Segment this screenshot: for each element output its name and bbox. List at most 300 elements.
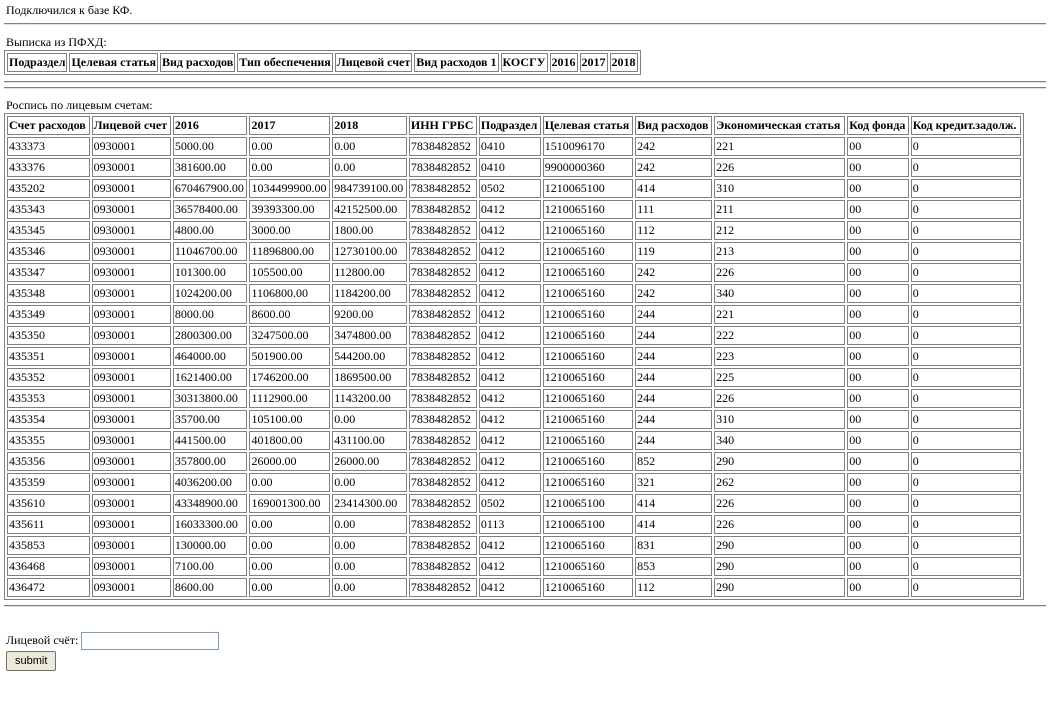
table-cell: 112800.00	[332, 263, 407, 282]
extract-column-header: Целевая статья	[69, 53, 157, 72]
table-cell: 221	[714, 305, 845, 324]
table-cell: 1210065160	[543, 200, 633, 219]
table-cell: 414	[635, 515, 712, 534]
table-cell: 0.00	[332, 536, 407, 555]
table-cell: 1210065160	[543, 389, 633, 408]
table-cell: 0412	[479, 347, 541, 366]
table-cell: 242	[635, 263, 712, 282]
table-cell: 984739100.00	[332, 179, 407, 198]
table-cell: 7838482852	[409, 263, 477, 282]
table-cell: 00	[847, 494, 908, 513]
table-cell: 169001300.00	[249, 494, 330, 513]
table-row	[7, 158, 1021, 177]
table-cell: 433376	[7, 158, 90, 177]
table-cell: 0	[911, 557, 1021, 576]
table-cell: 1024200.00	[173, 284, 248, 303]
table-cell: 1210065160	[543, 368, 633, 387]
table-row	[7, 578, 1021, 597]
table-cell: 0930001	[92, 242, 171, 261]
table-cell: 244	[635, 389, 712, 408]
table-row	[7, 494, 1021, 513]
table-cell: 7838482852	[409, 305, 477, 324]
table-cell: 0	[911, 221, 1021, 240]
table-cell: 0930001	[92, 515, 171, 534]
extract-column-header: Подраздел	[7, 53, 67, 72]
table-cell: 7838482852	[409, 368, 477, 387]
table-cell: 0	[911, 431, 1021, 450]
table-cell: 7838482852	[409, 137, 477, 156]
account-label: Лицевой счёт:	[6, 633, 79, 647]
table-cell: 7838482852	[409, 431, 477, 450]
table-cell: 435853	[7, 536, 90, 555]
table-cell: 0930001	[92, 284, 171, 303]
table-cell: 00	[847, 305, 908, 324]
table-cell: 0930001	[92, 179, 171, 198]
table-cell: 435355	[7, 431, 90, 450]
table-cell: 00	[847, 263, 908, 282]
table-row	[7, 221, 1021, 240]
table-cell: 00	[847, 200, 908, 219]
table-cell: 0	[911, 368, 1021, 387]
table-cell: 1184200.00	[332, 284, 407, 303]
table-cell: 7838482852	[409, 494, 477, 513]
table-cell: 0113	[479, 515, 541, 534]
account-row	[6, 630, 1048, 650]
table-cell: 433373	[7, 137, 90, 156]
table-cell: 435610	[7, 494, 90, 513]
table-row	[7, 557, 1021, 576]
table-cell: 0410	[479, 158, 541, 177]
table-cell: 0	[911, 389, 1021, 408]
table-cell: 244	[635, 410, 712, 429]
table-cell: 0	[911, 326, 1021, 345]
table-cell: 0	[911, 410, 1021, 429]
table-cell: 0	[911, 515, 1021, 534]
table-cell: 310	[714, 179, 845, 198]
table-cell: 213	[714, 242, 845, 261]
extract-column-header: Вид расходов 1	[414, 53, 498, 72]
extract-column-header: Вид расходов	[160, 53, 235, 72]
table-cell: 12730100.00	[332, 242, 407, 261]
table-cell: 0.00	[332, 578, 407, 597]
ledger-column-header: Целевая статья	[543, 116, 633, 135]
account-input[interactable]	[81, 632, 219, 650]
table-cell: 0502	[479, 494, 541, 513]
table-cell: 7838482852	[409, 284, 477, 303]
table-cell: 00	[847, 431, 908, 450]
table-cell: 226	[714, 389, 845, 408]
table-cell: 435349	[7, 305, 90, 324]
table-cell: 852	[635, 452, 712, 471]
table-cell: 222	[714, 326, 845, 345]
table-cell: 0	[911, 452, 1021, 471]
table-cell: 1210065160	[543, 473, 633, 492]
table-cell: 0410	[479, 137, 541, 156]
table-cell: 435351	[7, 347, 90, 366]
table-cell: 381600.00	[173, 158, 248, 177]
table-cell: 119	[635, 242, 712, 261]
table-cell: 0.00	[249, 515, 330, 534]
table-cell: 435350	[7, 326, 90, 345]
table-cell: 431100.00	[332, 431, 407, 450]
extract-column-header: Лицевой счет	[335, 53, 412, 72]
table-cell: 105500.00	[249, 263, 330, 282]
table-cell: 3247500.00	[249, 326, 330, 345]
table-cell: 242	[635, 137, 712, 156]
table-cell: 0	[911, 578, 1021, 597]
table-cell: 441500.00	[173, 431, 248, 450]
table-cell: 11046700.00	[173, 242, 248, 261]
table-cell: 0	[911, 284, 1021, 303]
divider	[4, 23, 1046, 25]
divider	[4, 605, 1046, 607]
ledger-column-header: Лицевой счет	[92, 116, 171, 135]
table-cell: 1210065160	[543, 221, 633, 240]
table-row	[7, 389, 1021, 408]
table-cell: 00	[847, 410, 908, 429]
table-cell: 0	[911, 473, 1021, 492]
table-cell: 435348	[7, 284, 90, 303]
table-cell: 0412	[479, 473, 541, 492]
table-cell: 1210065100	[543, 179, 633, 198]
table-cell: 0412	[479, 452, 541, 471]
table-cell: 340	[714, 431, 845, 450]
table-cell: 211	[714, 200, 845, 219]
divider	[4, 81, 1046, 83]
table-cell: 7838482852	[409, 389, 477, 408]
table-cell: 1210065160	[543, 305, 633, 324]
submit-button[interactable]: submit	[6, 651, 56, 671]
table-cell: 16033300.00	[173, 515, 248, 534]
table-cell: 1869500.00	[332, 368, 407, 387]
table-cell: 0412	[479, 431, 541, 450]
table-cell: 436468	[7, 557, 90, 576]
table-cell: 244	[635, 431, 712, 450]
table-cell: 244	[635, 347, 712, 366]
table-cell: 1210065160	[543, 347, 633, 366]
table-cell: 101300.00	[173, 263, 248, 282]
divider	[4, 87, 1046, 89]
table-cell: 36578400.00	[173, 200, 248, 219]
table-cell: 226	[714, 158, 845, 177]
status-message: Подключился к базе КФ.	[6, 3, 133, 17]
table-cell: 0	[911, 179, 1021, 198]
table-cell: 0412	[479, 263, 541, 282]
ledger-column-header: Подраздел	[479, 116, 541, 135]
table-cell: 105100.00	[249, 410, 330, 429]
table-cell: 290	[714, 536, 845, 555]
table-cell: 00	[847, 326, 908, 345]
table-cell: 0930001	[92, 536, 171, 555]
table-cell: 244	[635, 326, 712, 345]
table-cell: 9200.00	[332, 305, 407, 324]
table-cell: 0412	[479, 578, 541, 597]
ledger-title: Роспись по лицевым счетам:	[6, 98, 153, 112]
table-cell: 1800.00	[332, 221, 407, 240]
table-cell: 0.00	[249, 158, 330, 177]
table-cell: 226	[714, 263, 845, 282]
table-row	[7, 473, 1021, 492]
table-row	[7, 410, 1021, 429]
table-cell: 0930001	[92, 221, 171, 240]
table-cell: 357800.00	[173, 452, 248, 471]
extract-column-header: 2016	[550, 53, 578, 72]
table-cell: 00	[847, 179, 908, 198]
table-cell: 1210065100	[543, 494, 633, 513]
table-cell: 0412	[479, 326, 541, 345]
table-cell: 435345	[7, 221, 90, 240]
table-cell: 112	[635, 578, 712, 597]
table-cell: 244	[635, 368, 712, 387]
table-cell: 3474800.00	[332, 326, 407, 345]
table-cell: 435611	[7, 515, 90, 534]
table-row	[7, 326, 1021, 345]
table-cell: 310	[714, 410, 845, 429]
table-cell: 26000.00	[332, 452, 407, 471]
table-cell: 853	[635, 557, 712, 576]
extract-column-header: КОСГУ	[501, 53, 548, 72]
table-cell: 00	[847, 347, 908, 366]
extract-column-header: 2018	[610, 53, 638, 72]
table-cell: 0412	[479, 221, 541, 240]
table-cell: 00	[847, 242, 908, 261]
table-cell: 35700.00	[173, 410, 248, 429]
table-cell: 00	[847, 158, 908, 177]
table-cell: 435359	[7, 473, 90, 492]
table-cell: 00	[847, 557, 908, 576]
table-cell: 0.00	[249, 473, 330, 492]
table-cell: 0930001	[92, 557, 171, 576]
table-cell: 221	[714, 137, 845, 156]
ledger-column-header: Код фонда	[847, 116, 908, 135]
table-cell: 0	[911, 200, 1021, 219]
table-cell: 435354	[7, 410, 90, 429]
table-row	[7, 179, 1021, 198]
table-cell: 1210065160	[543, 578, 633, 597]
table-cell: 1210065160	[543, 410, 633, 429]
table-row	[7, 305, 1021, 324]
table-cell: 0930001	[92, 494, 171, 513]
table-cell: 0.00	[332, 515, 407, 534]
table-cell: 0.00	[332, 158, 407, 177]
table-cell: 0.00	[249, 536, 330, 555]
table-cell: 262	[714, 473, 845, 492]
table-cell: 1210065160	[543, 326, 633, 345]
table-cell: 0.00	[249, 557, 330, 576]
table-cell: 7838482852	[409, 200, 477, 219]
table-row	[7, 368, 1021, 387]
table-cell: 00	[847, 368, 908, 387]
table-cell: 4800.00	[173, 221, 248, 240]
table-cell: 11896800.00	[249, 242, 330, 261]
table-cell: 0.00	[332, 137, 407, 156]
extract-title: Выписка из ПФХД:	[6, 35, 107, 49]
table-cell: 226	[714, 515, 845, 534]
table-cell: 0930001	[92, 305, 171, 324]
table-cell: 1621400.00	[173, 368, 248, 387]
table-cell: 1510096170	[543, 137, 633, 156]
table-cell: 7838482852	[409, 515, 477, 534]
table-cell: 435343	[7, 200, 90, 219]
table-cell: 0	[911, 137, 1021, 156]
table-cell: 0930001	[92, 200, 171, 219]
table-cell: 0930001	[92, 578, 171, 597]
table-cell: 435356	[7, 452, 90, 471]
table-cell: 0412	[479, 368, 541, 387]
table-row	[7, 284, 1021, 303]
table-cell: 435347	[7, 263, 90, 282]
table-cell: 7100.00	[173, 557, 248, 576]
table-cell: 0502	[479, 179, 541, 198]
table-cell: 225	[714, 368, 845, 387]
table-cell: 501900.00	[249, 347, 330, 366]
ledger-column-header: Код кредит.задолж.	[911, 116, 1021, 135]
table-cell: 0.00	[332, 557, 407, 576]
table-cell: 0412	[479, 284, 541, 303]
table-cell: 0412	[479, 410, 541, 429]
table-cell: 23414300.00	[332, 494, 407, 513]
extract-table	[4, 50, 641, 75]
table-cell: 8600.00	[249, 305, 330, 324]
table-cell: 0930001	[92, 368, 171, 387]
ledger-column-header: ИНН ГРБС	[409, 116, 477, 135]
ledger-column-header: Счет расходов	[7, 116, 90, 135]
table-cell: 7838482852	[409, 452, 477, 471]
table-cell: 0.00	[249, 137, 330, 156]
table-cell: 226	[714, 494, 845, 513]
table-row	[7, 263, 1021, 282]
ledger-column-header: Вид расходов	[635, 116, 712, 135]
table-cell: 00	[847, 578, 908, 597]
table-cell: 1210065160	[543, 242, 633, 261]
table-cell: 340	[714, 284, 845, 303]
table-row	[7, 137, 1021, 156]
table-cell: 1210065160	[543, 284, 633, 303]
table-cell: 670467900.00	[173, 179, 248, 198]
table-cell: 7838482852	[409, 410, 477, 429]
table-cell: 0	[911, 263, 1021, 282]
table-cell: 244	[635, 305, 712, 324]
table-cell: 8600.00	[173, 578, 248, 597]
ledger-table	[4, 113, 1024, 600]
table-cell: 7838482852	[409, 347, 477, 366]
table-row	[7, 242, 1021, 261]
table-cell: 435353	[7, 389, 90, 408]
table-cell: 7838482852	[409, 578, 477, 597]
table-cell: 5000.00	[173, 137, 248, 156]
table-cell: 7838482852	[409, 536, 477, 555]
table-row	[7, 431, 1021, 450]
table-cell: 1143200.00	[332, 389, 407, 408]
table-cell: 0	[911, 305, 1021, 324]
table-cell: 0930001	[92, 158, 171, 177]
table-cell: 0.00	[332, 473, 407, 492]
table-cell: 00	[847, 473, 908, 492]
table-cell: 435352	[7, 368, 90, 387]
table-cell: 0930001	[92, 389, 171, 408]
table-cell: 00	[847, 284, 908, 303]
table-cell: 0	[911, 158, 1021, 177]
table-cell: 42152500.00	[332, 200, 407, 219]
table-cell: 30313800.00	[173, 389, 248, 408]
extract-column-header: Тип обеспечения	[237, 53, 333, 72]
table-row	[7, 515, 1021, 534]
table-cell: 464000.00	[173, 347, 248, 366]
table-cell: 2800300.00	[173, 326, 248, 345]
table-cell: 9900000360	[543, 158, 633, 177]
table-cell: 00	[847, 515, 908, 534]
table-cell: 26000.00	[249, 452, 330, 471]
table-cell: 1210065160	[543, 536, 633, 555]
table-cell: 7838482852	[409, 326, 477, 345]
table-cell: 435346	[7, 242, 90, 261]
table-cell: 0930001	[92, 452, 171, 471]
table-cell: 0412	[479, 536, 541, 555]
table-cell: 7838482852	[409, 179, 477, 198]
extract-header-row	[7, 53, 638, 72]
table-cell: 0	[911, 347, 1021, 366]
table-row	[7, 347, 1021, 366]
table-cell: 3000.00	[249, 221, 330, 240]
table-cell: 00	[847, 452, 908, 471]
table-cell: 0930001	[92, 431, 171, 450]
table-cell: 00	[847, 221, 908, 240]
table-cell: 0930001	[92, 347, 171, 366]
table-row	[7, 200, 1021, 219]
table-cell: 7838482852	[409, 221, 477, 240]
table-cell: 242	[635, 284, 712, 303]
table-cell: 39393300.00	[249, 200, 330, 219]
ledger-column-header: 2018	[332, 116, 407, 135]
table-cell: 0	[911, 242, 1021, 261]
extract-column-header: 2017	[580, 53, 608, 72]
table-cell: 00	[847, 389, 908, 408]
table-cell: 00	[847, 137, 908, 156]
table-cell: 0930001	[92, 326, 171, 345]
account-form	[6, 630, 1048, 671]
table-cell: 0930001	[92, 137, 171, 156]
table-cell: 290	[714, 557, 845, 576]
ledger-column-header: 2017	[249, 116, 330, 135]
table-cell: 1210065160	[543, 557, 633, 576]
table-cell: 0412	[479, 557, 541, 576]
ledger-body	[7, 137, 1021, 597]
table-cell: 242	[635, 158, 712, 177]
table-cell: 290	[714, 578, 845, 597]
table-row	[7, 536, 1021, 555]
table-cell: 0930001	[92, 263, 171, 282]
table-cell: 290	[714, 452, 845, 471]
table-cell: 321	[635, 473, 712, 492]
table-cell: 1210065160	[543, 452, 633, 471]
table-cell: 0	[911, 494, 1021, 513]
table-cell: 0412	[479, 305, 541, 324]
table-cell: 212	[714, 221, 845, 240]
table-cell: 0.00	[332, 410, 407, 429]
table-cell: 544200.00	[332, 347, 407, 366]
table-cell: 401800.00	[249, 431, 330, 450]
table-cell: 0.00	[249, 578, 330, 597]
table-cell: 00	[847, 536, 908, 555]
ledger-column-header: 2016	[173, 116, 248, 135]
table-cell: 0	[911, 536, 1021, 555]
table-cell: 1210065100	[543, 515, 633, 534]
ledger-column-header: Экономическая статья	[714, 116, 845, 135]
table-cell: 1112900.00	[249, 389, 330, 408]
table-row	[7, 452, 1021, 471]
table-cell: 8000.00	[173, 305, 248, 324]
table-cell: 0412	[479, 242, 541, 261]
